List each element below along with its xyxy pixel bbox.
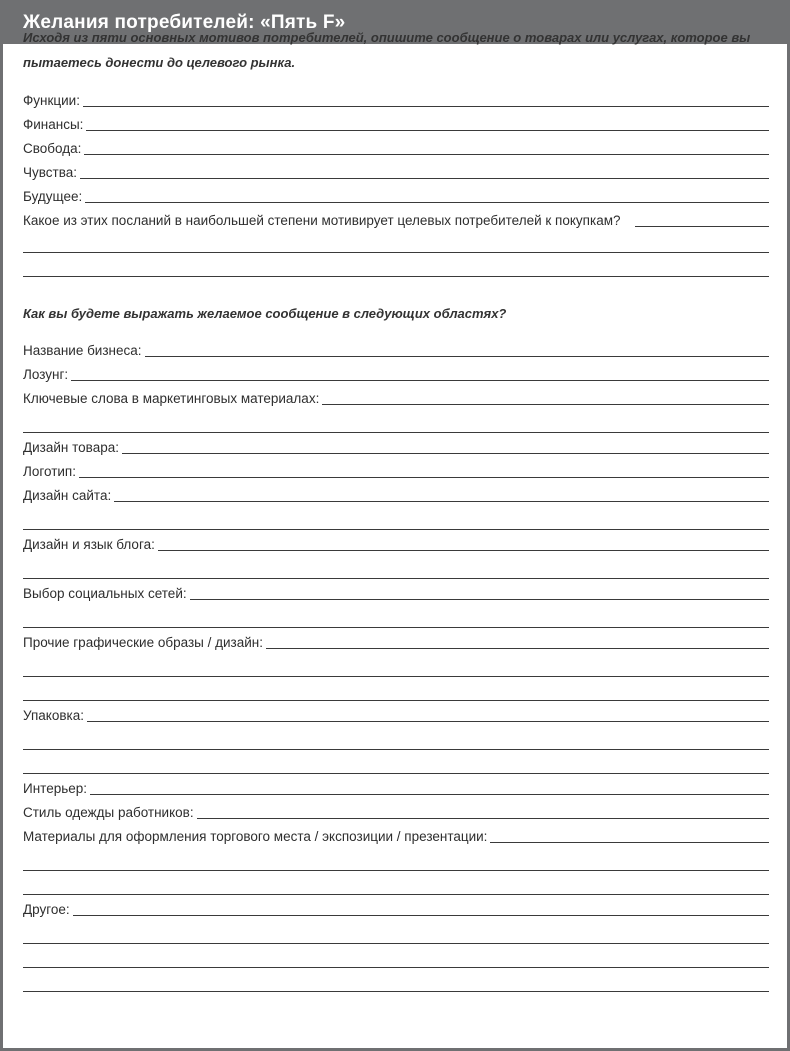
field-slogan[interactable] — [23, 365, 769, 383]
field-label: Чувства: — [23, 165, 77, 180]
page-title: Желания потребителей: «Пять F» — [3, 3, 787, 44]
field-label: Другое: — [23, 902, 70, 917]
answer-line[interactable] — [23, 578, 769, 579]
answer-line[interactable] — [23, 773, 769, 774]
field-business-name[interactable] — [23, 341, 769, 359]
field-staff-dress[interactable] — [23, 803, 769, 821]
field-label: Логотип: — [23, 464, 76, 479]
question-most-motivating[interactable] — [23, 211, 769, 229]
field-label: Прочие графические образы / дизайн: — [23, 635, 263, 650]
answer-line[interactable] — [23, 943, 769, 944]
field-interior[interactable] — [23, 779, 769, 797]
field-keywords[interactable] — [23, 389, 769, 407]
field-logo[interactable] — [23, 462, 769, 480]
field-label: Финансы: — [23, 117, 84, 132]
field-freedom[interactable] — [23, 139, 769, 157]
field-other-graphics[interactable] — [23, 633, 769, 651]
field-label: Выбор социальных сетей: — [23, 586, 187, 601]
field-label: Будущее: — [23, 189, 83, 204]
field-label: Лозунг: — [23, 367, 69, 382]
answer-line[interactable] — [23, 529, 769, 530]
question-label: Какое из этих посланий в наибольшей степени мотивирует целевых потребителей к покупкам? — [23, 213, 621, 228]
field-label: Упаковка: — [23, 708, 84, 723]
answer-line[interactable] — [23, 252, 769, 253]
field-social-networks[interactable] — [23, 584, 769, 602]
field-packaging[interactable] — [23, 706, 769, 724]
answer-line[interactable] — [23, 627, 769, 628]
answer-line[interactable] — [23, 432, 769, 433]
field-label: Дизайн сайта: — [23, 488, 112, 503]
field-label: Дизайн и язык блога: — [23, 537, 155, 552]
field-finances[interactable] — [23, 115, 769, 133]
field-feelings[interactable] — [23, 163, 769, 181]
field-site-design[interactable] — [23, 486, 769, 504]
field-label: Дизайн товара: — [23, 440, 119, 455]
field-functions[interactable] — [23, 91, 769, 109]
field-display-materials[interactable] — [23, 827, 769, 845]
field-label: Интерьер: — [23, 781, 88, 796]
field-future[interactable] — [23, 187, 769, 205]
field-label: Ключевые слова в маркетинговых материалах: — [23, 391, 320, 406]
section2-prompt: Как вы будете выражать желаемое сообщение в следующих областях? — [23, 306, 507, 321]
field-label: Функции: — [23, 93, 80, 108]
field-product-design[interactable] — [23, 438, 769, 456]
field-label: Материалы для оформления торгового места / экспозиции / презентации: — [23, 829, 488, 844]
answer-line[interactable] — [23, 991, 769, 992]
field-label: Стиль одежды работников: — [23, 805, 194, 820]
answer-line[interactable] — [23, 749, 769, 750]
answer-line[interactable] — [23, 967, 769, 968]
answer-line[interactable] — [23, 276, 769, 277]
answer-line[interactable] — [23, 700, 769, 701]
field-blog-design[interactable] — [23, 535, 769, 553]
section1-prompt: Исходя из пяти основных мотивов потребителей, опишите сообщение о товарах или услугах, которое вы пытаетесь донести до целевого рынка. — [23, 30, 751, 70]
field-label: Свобода: — [23, 141, 82, 156]
answer-line[interactable] — [23, 676, 769, 677]
field-label: Название бизнеса: — [23, 343, 142, 358]
answer-line[interactable] — [23, 870, 769, 871]
field-other[interactable] — [23, 900, 769, 918]
answer-line[interactable] — [23, 894, 769, 895]
